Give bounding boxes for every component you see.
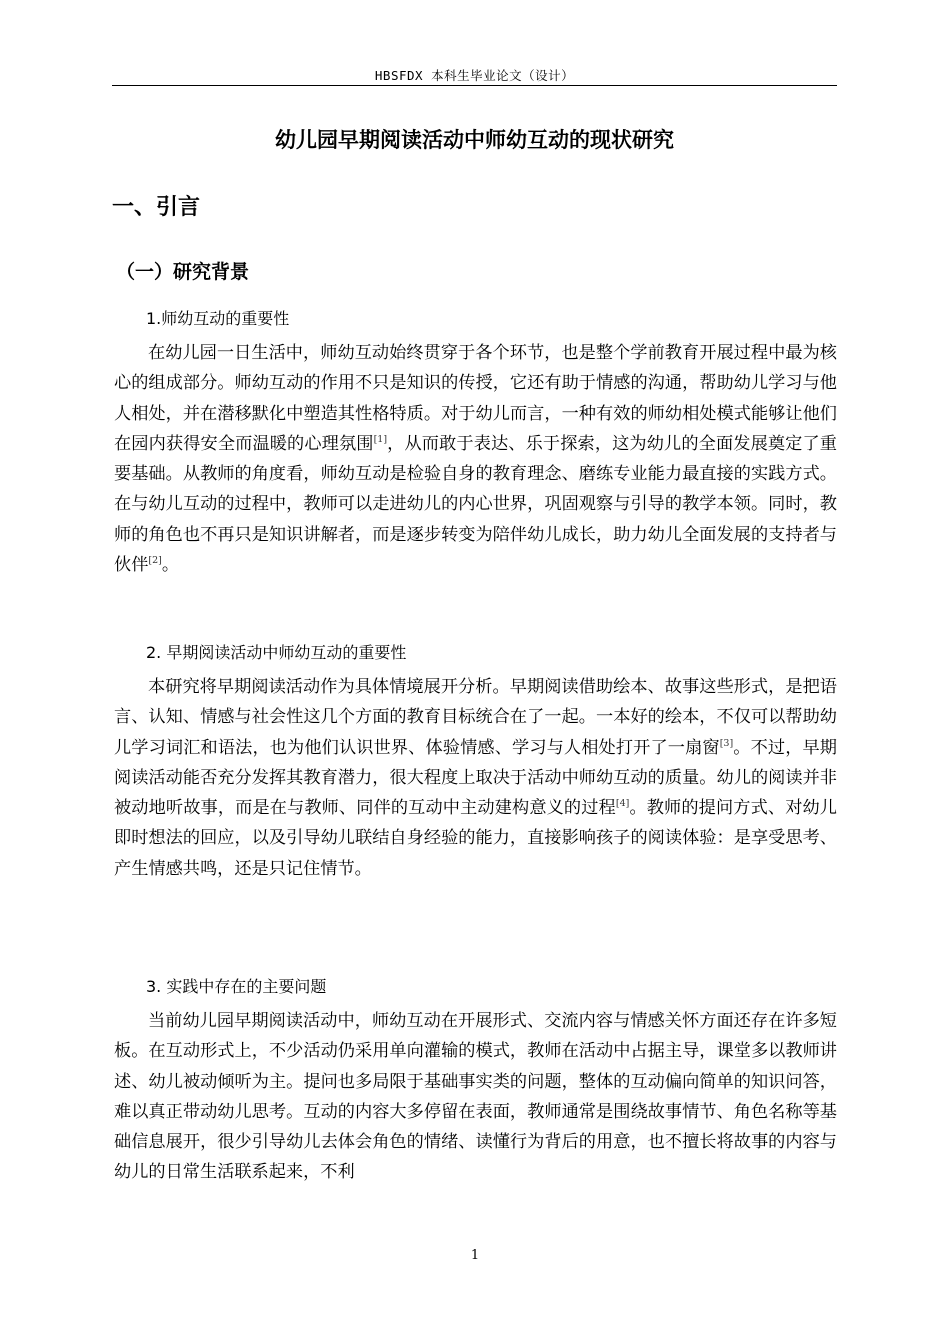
chapter-heading: 一、引言 <box>112 195 201 220</box>
paragraph-3 <box>114 1006 837 1188</box>
paragraph-text: 在幼儿园一日生活中，师幼互动始终贯穿于各个环节，也是整个学前教育开展过程中最为核心的组成部分。师幼互动的作用不只是知识的传授，它还有助于情感的沟通，帮助幼儿学习与他人相处，并在潜移默化中塑造其性格特质。对于幼儿而言，一种有效的师幼相处模式能够让他们在园内获得安全而温暖的心理氛围 <box>114 343 837 454</box>
subsection-heading-2: 2. 早期阅读活动中师幼互动的重要性 <box>146 643 407 662</box>
citation-ref[interactable]: [3] <box>719 737 734 749</box>
paragraph-text: 。教师的提问方式、对幼儿即时想法的回应，以及引导幼儿联结自身经验的能力，直接影响孩子的阅读体验：是享受思考、产生情感共鸣，还是只记住情节。 <box>114 798 837 879</box>
paragraph-text: 。 <box>161 555 180 576</box>
running-header: HBSFDX 本科生毕业论文（设计） <box>374 68 575 83</box>
paragraph-text: 本研究将早期阅读活动作为具体情境展开分析。早期阅读借助绘本、故事这些形式，是把语言、认知、情感与社会性这几个方面的教育目标统合在了一起。一本好的绘本，不仅可以帮助幼儿学习词汇和语法，也为他们认识世界、体验情感、学习与人相处打开了一扇窗 <box>114 677 837 758</box>
paragraph-text: 当前幼儿园早期阅读活动中，师幼互动在开展形式、交流内容与情感关怀方面还存在许多短板。在互动形式上，不少活动仍采用单向灌输的模式，教师在活动中占据主导，课堂多以教师讲述、幼儿被动倾听为主。提问也多局限于基础事实类的问题，整体的互动偏向简单的知识问答，难以真正带动幼儿思考。互动的内容大多停留在表面，教师通常是围绕故事情节、角色名称等基础信息展开，很少引导幼儿去体会角色的情绪、读懂行为背后的用意，也不擅长将故事的内容与幼儿的日常生活联系起来，不利 <box>114 1011 837 1183</box>
subsection-heading-3: 3. 实践中存在的主要问题 <box>146 977 327 996</box>
citation-ref[interactable]: [2] <box>148 555 162 567</box>
section-heading: （一）研究背景 <box>116 261 250 283</box>
paragraph-text: 。不过，早期阅读活动能否充分发挥其教育潜力，很大程度上取决于活动中师幼互动的质量。幼儿的阅读并非被动地听故事，而是在与教师、同伴的互动中主动建构意义的过程 <box>114 737 837 819</box>
citation-ref[interactable]: [4] <box>615 798 630 810</box>
header-rule <box>112 85 837 86</box>
paragraph-text: ，从而敢于表达、乐于探索，这为幼儿的全面发展奠定了重要基础。从教师的角度看，师幼互动是检验自身的教育理念、磨练专业能力最直接的实践方式。在与幼儿互动的过程中，教师可以走进幼儿的内心世界，巩固观察与引导的教学本领。同时，教师的角色也不再只是知识讲解者，而是逐步转变为陪伴幼儿成长，助力幼儿全面发展的支持者与伙伴 <box>114 433 837 576</box>
subsection-heading-1: 1.师幼互动的重要性 <box>146 309 290 328</box>
page-number: 1 <box>470 1248 480 1263</box>
page-title: 幼儿园早期阅读活动中师幼互动的现状研究 <box>275 128 674 152</box>
paragraph-2 <box>114 672 837 884</box>
citation-ref[interactable]: [1] <box>373 433 388 445</box>
paragraph-1 <box>114 338 837 580</box>
